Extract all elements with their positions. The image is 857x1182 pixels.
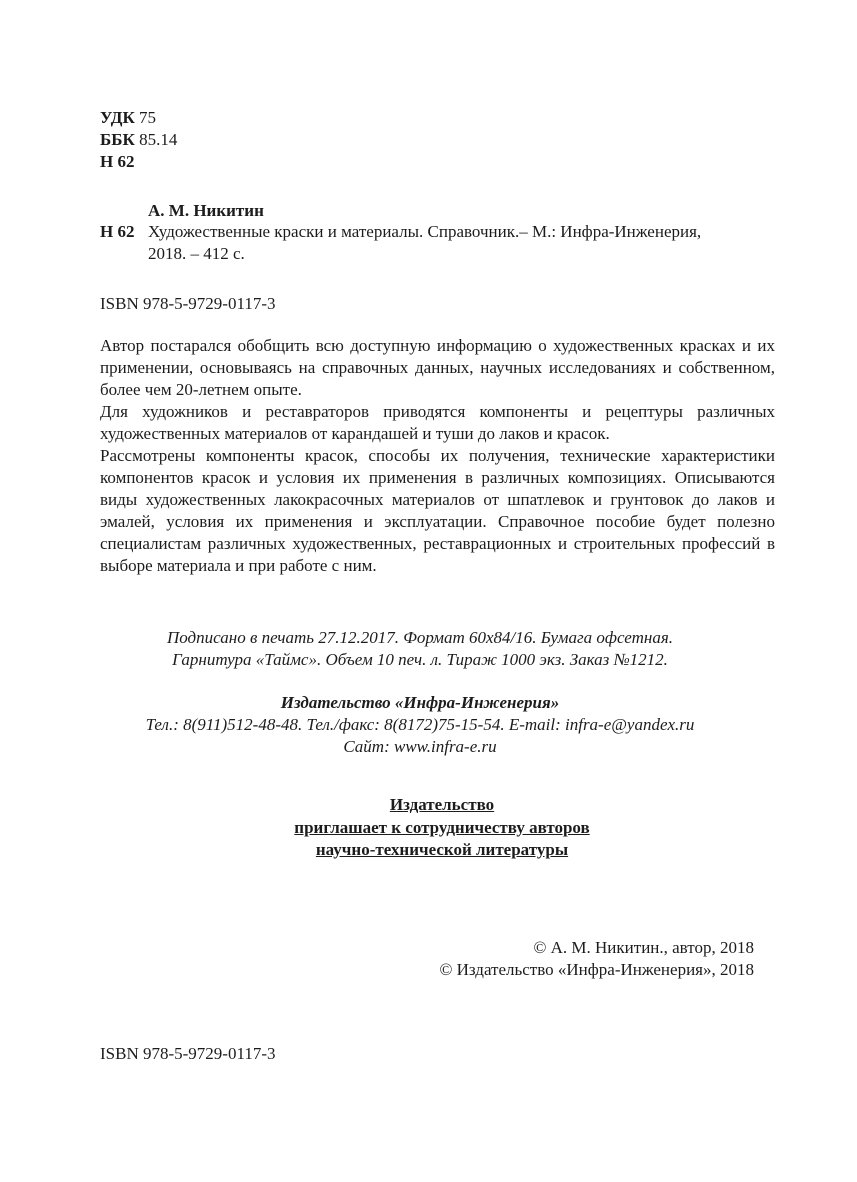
copyright-author: © А. М. Никитин., автор, 2018 bbox=[533, 938, 754, 957]
invitation-line bbox=[142, 839, 742, 861]
abstract-paragraph: Рассмотрены компоненты красок, способы их получения, технические характеристики компонентов красок и условия их применения в различных композициях. Описываются виды художественных лакокрасочных материалов от шпатлевок и грунтовок до лаков и эмалей, условия их применения и эксплуатации. Справочное пособие будет полезно специалистам различных художественных, реставрационных и строительных профессий в выборе материала и при работе с ним. bbox=[100, 446, 775, 575]
isbn-top: ISBN 978-5-9729-0117-3 bbox=[100, 294, 276, 313]
publisher-name: Издательство «Инфра-Инженерия» bbox=[280, 693, 560, 712]
publisher-site: Сайт: www.infra-e.ru bbox=[343, 737, 497, 756]
isbn-bottom: ISBN 978-5-9729-0117-3 bbox=[100, 1044, 276, 1063]
invitation-text: научно-технической литературы bbox=[315, 840, 569, 859]
abstract-paragraph: Автор постарался обобщить всю доступную информацию о художественных красках и их применении, основываясь на справочных данных, научных исследованиях и собственном, более чем 20-летнем опыте. bbox=[100, 336, 775, 399]
bibliographic-code: Н 62 bbox=[100, 222, 135, 241]
invitation-line bbox=[142, 794, 742, 816]
publisher-contacts: Тел.: 8(911)512-48-48. Тел./факс: 8(8172)75-15-54. E-mail: infra-e@yandex.ru bbox=[145, 715, 695, 734]
bbk-label: ББК bbox=[100, 130, 135, 149]
author-code: Н 62 bbox=[100, 152, 135, 171]
imprint-line: Подписано в печать 27.12.2017. Формат 60х84/16. Бумага офсетная. bbox=[167, 628, 673, 647]
invitation-text: приглашает к сотрудничеству авторов bbox=[294, 818, 590, 837]
udk-value: 75 bbox=[139, 108, 157, 127]
author-name: А. М. Никитин bbox=[148, 201, 264, 220]
copyright-publisher: © Издательство «Инфра-Инженерия», 2018 bbox=[439, 960, 754, 979]
udk-line bbox=[100, 107, 177, 129]
abstract bbox=[100, 335, 775, 577]
imprint-line: Гарнитура «Таймс». Объем 10 печ. л. Тираж 1000 экз. Заказ №1212. bbox=[172, 650, 668, 669]
invitation-text: Издательство bbox=[389, 795, 495, 814]
bibliographic-description: Художественные краски и материалы. Справочник.– М.: Инфра-Инженерия, 2018. – 412 с. bbox=[148, 222, 702, 263]
abstract-paragraph: Для художников и реставраторов приводятся компоненты и рецептуры различных художественных материалов от карандашей и туши до лаков и красок. bbox=[100, 402, 775, 443]
bbk-value: 85.14 bbox=[139, 130, 178, 149]
bbk-line bbox=[100, 129, 177, 151]
invitation-line bbox=[142, 817, 742, 839]
udk-label: УДК bbox=[100, 108, 135, 127]
classification-block bbox=[100, 107, 177, 173]
